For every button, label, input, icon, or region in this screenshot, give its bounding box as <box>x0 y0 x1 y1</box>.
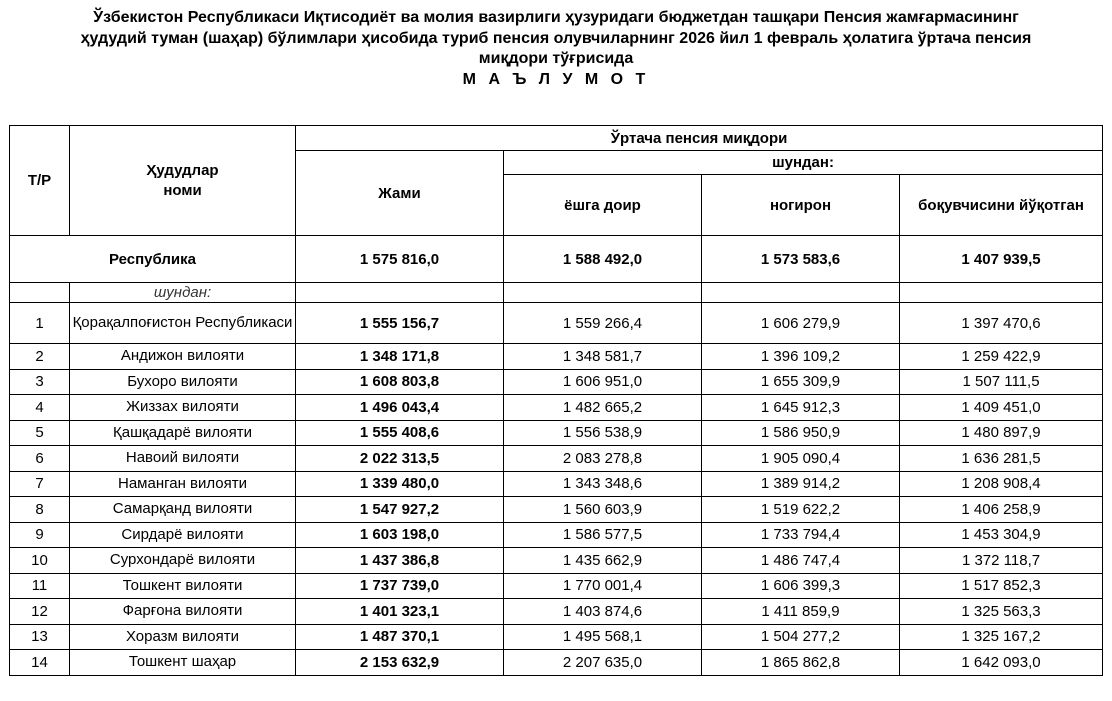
age-value: 1 435 662,9 <box>504 548 702 574</box>
republic-label: Республика <box>10 236 296 283</box>
of-which-row <box>10 283 1103 303</box>
header-row-1 <box>10 126 1103 151</box>
of-which-empty-age <box>504 283 702 303</box>
region-name: Хоразм вилояти <box>70 624 296 650</box>
row-number: 3 <box>10 369 70 395</box>
document-subtitle: М А Ъ Л У М О Т <box>462 70 650 88</box>
age-value: 1 559 266,4 <box>504 303 702 344</box>
row-number: 5 <box>10 420 70 446</box>
row-number: 10 <box>10 548 70 574</box>
total-value: 1 339 480,0 <box>296 471 504 497</box>
title-line-2: ҳудудий туман (шаҳар) бўлимлари ҳисобида туриб пенсия олувчиларнинг 2026 йил 1 февраль ҳолатига ўртача пенсия <box>80 29 1032 47</box>
survivor-value: 1 453 304,9 <box>900 522 1103 548</box>
survivor-value: 1 409 451,0 <box>900 395 1103 421</box>
pension-table <box>9 125 1103 676</box>
row-number: 7 <box>10 471 70 497</box>
total-value: 1 547 927,2 <box>296 497 504 523</box>
age-value: 1 556 538,9 <box>504 420 702 446</box>
age-value: 1 482 665,2 <box>504 395 702 421</box>
region-name: Андижон вилояти <box>70 344 296 370</box>
total-value: 1 348 171,8 <box>296 344 504 370</box>
row-number: 8 <box>10 497 70 523</box>
republic-disability: 1 573 583,6 <box>702 236 900 283</box>
table-row <box>10 344 1103 370</box>
age-value: 1 403 874,6 <box>504 599 702 625</box>
total-value: 1 608 803,8 <box>296 369 504 395</box>
header-age: ёшга доир <box>504 175 702 236</box>
disability-value: 1 865 862,8 <box>702 650 900 676</box>
title-line-3: миқдори тўғрисида <box>478 50 634 67</box>
total-value: 2 153 632,9 <box>296 650 504 676</box>
total-value: 1 401 323,1 <box>296 599 504 625</box>
total-value: 2 022 313,5 <box>296 446 504 472</box>
region-name: Самарқанд вилояти <box>70 497 296 523</box>
region-name: Наманган вилояти <box>70 471 296 497</box>
header-tp: Т/Р <box>10 126 70 236</box>
region-name: Тошкент вилояти <box>70 573 296 599</box>
age-value: 1 770 001,4 <box>504 573 702 599</box>
age-value: 1 560 603,9 <box>504 497 702 523</box>
row-number: 4 <box>10 395 70 421</box>
table-row <box>10 573 1103 599</box>
survivor-value: 1 208 908,4 <box>900 471 1103 497</box>
header-region-line2: номи <box>163 181 202 199</box>
header-of-which: шундан: <box>504 151 1103 175</box>
of-which-empty-survivor <box>900 283 1103 303</box>
row-number: 1 <box>10 303 70 344</box>
age-value: 1 348 581,7 <box>504 344 702 370</box>
document-title <box>0 8 1112 90</box>
table-row <box>10 624 1103 650</box>
header-total: Жами <box>296 151 504 236</box>
region-name: Сирдарё вилояти <box>70 522 296 548</box>
total-value: 1 496 043,4 <box>296 395 504 421</box>
table-row <box>10 446 1103 472</box>
republic-age: 1 588 492,0 <box>504 236 702 283</box>
row-number: 9 <box>10 522 70 548</box>
age-value: 1 586 577,5 <box>504 522 702 548</box>
row-number: 2 <box>10 344 70 370</box>
of-which-empty-tp <box>10 283 70 303</box>
total-value: 1 603 198,0 <box>296 522 504 548</box>
table-row <box>10 497 1103 523</box>
table-row <box>10 369 1103 395</box>
of-which-label: шундан: <box>70 283 296 303</box>
row-number: 12 <box>10 599 70 625</box>
table-row <box>10 420 1103 446</box>
region-name: Қорақалпоғистон Республикаси <box>70 303 296 344</box>
header-region-line1: Ҳудудлар <box>146 161 219 179</box>
survivor-value: 1 642 093,0 <box>900 650 1103 676</box>
disability-value: 1 606 279,9 <box>702 303 900 344</box>
header-disability: ногирон <box>702 175 900 236</box>
of-which-empty-disability <box>702 283 900 303</box>
region-name: Жиззах вилояти <box>70 395 296 421</box>
table-row <box>10 471 1103 497</box>
survivor-value: 1 406 258,9 <box>900 497 1103 523</box>
disability-value: 1 645 912,3 <box>702 395 900 421</box>
region-name: Бухоро вилояти <box>70 369 296 395</box>
disability-value: 1 519 622,2 <box>702 497 900 523</box>
region-name: Қашқадарё вилояти <box>70 420 296 446</box>
disability-value: 1 586 950,9 <box>702 420 900 446</box>
survivor-value: 1 372 118,7 <box>900 548 1103 574</box>
total-value: 1 555 408,6 <box>296 420 504 446</box>
disability-value: 1 411 859,9 <box>702 599 900 625</box>
row-number: 11 <box>10 573 70 599</box>
republic-total: 1 575 816,0 <box>296 236 504 283</box>
total-value: 1 487 370,1 <box>296 624 504 650</box>
disability-value: 1 905 090,4 <box>702 446 900 472</box>
region-name: Тошкент шаҳар <box>70 650 296 676</box>
disability-value: 1 733 794,4 <box>702 522 900 548</box>
table-row <box>10 650 1103 676</box>
survivor-value: 1 397 470,6 <box>900 303 1103 344</box>
age-value: 2 083 278,8 <box>504 446 702 472</box>
header-region <box>70 126 296 236</box>
republic-survivor: 1 407 939,5 <box>900 236 1103 283</box>
row-number: 14 <box>10 650 70 676</box>
table-row <box>10 522 1103 548</box>
total-value: 1 555 156,7 <box>296 303 504 344</box>
title-line-1: Ўзбекистон Республикаси Иқтисодиёт ва молия вазирлиги ҳузуридаги бюджетдан ташқари Пенсия жамғармасининг <box>93 9 1019 26</box>
table-row <box>10 303 1103 344</box>
disability-value: 1 504 277,2 <box>702 624 900 650</box>
survivor-value: 1 517 852,3 <box>900 573 1103 599</box>
survivor-value: 1 507 111,5 <box>900 369 1103 395</box>
of-which-empty-total <box>296 283 504 303</box>
age-value: 1 495 568,1 <box>504 624 702 650</box>
total-value: 1 737 739,0 <box>296 573 504 599</box>
table-row <box>10 599 1103 625</box>
republic-row <box>10 236 1103 283</box>
region-name: Сурхондарё вилояти <box>70 548 296 574</box>
region-name: Навоий вилояти <box>70 446 296 472</box>
header-survivor: боқувчисини йўқотган <box>900 175 1103 236</box>
age-value: 1 606 951,0 <box>504 369 702 395</box>
header-avg-pension: Ўртача пенсия миқдори <box>296 126 1103 151</box>
age-value: 2 207 635,0 <box>504 650 702 676</box>
disability-value: 1 396 109,2 <box>702 344 900 370</box>
table-row <box>10 548 1103 574</box>
survivor-value: 1 480 897,9 <box>900 420 1103 446</box>
survivor-value: 1 636 281,5 <box>900 446 1103 472</box>
disability-value: 1 655 309,9 <box>702 369 900 395</box>
disability-value: 1 389 914,2 <box>702 471 900 497</box>
region-name: Фарғона вилояти <box>70 599 296 625</box>
table-row <box>10 395 1103 421</box>
row-number: 6 <box>10 446 70 472</box>
total-value: 1 437 386,8 <box>296 548 504 574</box>
row-number: 13 <box>10 624 70 650</box>
survivor-value: 1 325 167,2 <box>900 624 1103 650</box>
survivor-value: 1 325 563,3 <box>900 599 1103 625</box>
age-value: 1 343 348,6 <box>504 471 702 497</box>
disability-value: 1 606 399,3 <box>702 573 900 599</box>
survivor-value: 1 259 422,9 <box>900 344 1103 370</box>
disability-value: 1 486 747,4 <box>702 548 900 574</box>
